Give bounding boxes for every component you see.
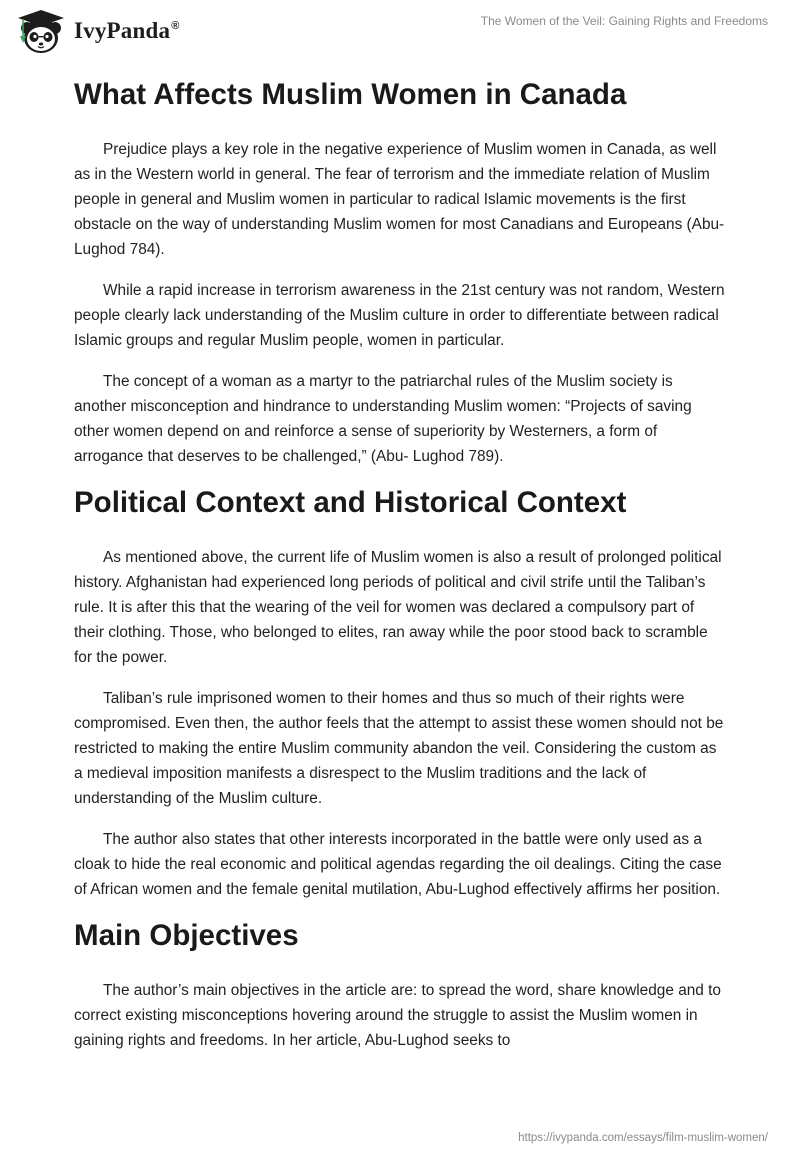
article-body bbox=[74, 70, 726, 1053]
brand-logo[interactable] bbox=[14, 6, 180, 56]
paragraph: While a rapid increase in terrorism awareness in the 21st century was not random, Western people clearly lack understanding of the Muslim culture in order to differentiate between radical Islamic groups and regular Muslim people, women in particular. bbox=[74, 282, 725, 349]
section-heading: Main Objectives bbox=[74, 919, 299, 952]
paragraph: As mentioned above, the current life of Muslim women is also a result of prolonged political history. Afghanistan had experienced long periods of political and civil strife until the Taliban’s rule. It is after this that the wearing of the veil for women was declared a compulsory part of their clothing. Those, who belonged to elites, ran away while the poor stood back to scramble for the power. bbox=[74, 549, 722, 666]
page-header bbox=[0, 0, 800, 60]
paragraph: Taliban’s rule imprisoned women to their homes and thus so much of their rights were compromised. Even then, the author feels that the attempt to assist these women should not be restricted to making the entire Muslim community abandon the veil. Considering the custom as a medieval imposition manifests a disrespect to the Muslim traditions and the lack of understanding of the Muslim culture. bbox=[74, 690, 724, 807]
brand-name: IvyPanda® bbox=[74, 18, 180, 43]
document-title: The Women of the Veil: Gaining Rights and Freedoms bbox=[480, 14, 768, 28]
paragraph: The concept of a woman as a martyr to the patriarchal rules of the Muslim society is another misconception and hindrance to understanding Muslim women: “Projects of saving other women depend on and reinforce a sense of superiority by Westerners, a form of arrogance that deserves to be challenged,” (Abu- Lughod 789). bbox=[74, 373, 692, 465]
paragraph: The author also states that other interests incorporated in the battle were only used as a cloak to hide the real economic and political agendas regarding the oil dealings. Citing the case of African women and the female genital mutilation, Abu-Lughod effectively affirms her position. bbox=[74, 831, 722, 898]
paragraph: The author’s main objectives in the article are: to spread the word, share knowledge and to correct existing misconceptions hovering around the struggle to assist the Muslim women in gaining rights and freedoms. In her article, Abu-Lughod seeks to bbox=[74, 982, 721, 1049]
section-heading: Political Context and Historical Context bbox=[74, 486, 627, 519]
panda-graduation-cap-icon bbox=[14, 6, 70, 56]
section-heading: What Affects Muslim Women in Canada bbox=[74, 78, 627, 111]
paragraph: Prejudice plays a key role in the negative experience of Muslim women in Canada, as well as in the Western world in general. The fear of terrorism and the immediate relation of Muslim people in general and Muslim women in particular to radical Islamic movements is the first obstacle on the way of understanding Muslim women for most Canadians and Europeans (Abu- Lughod 784). bbox=[74, 141, 725, 258]
source-url-link[interactable]: https://ivypanda.com/essays/film-muslim-women/ bbox=[518, 1132, 768, 1144]
